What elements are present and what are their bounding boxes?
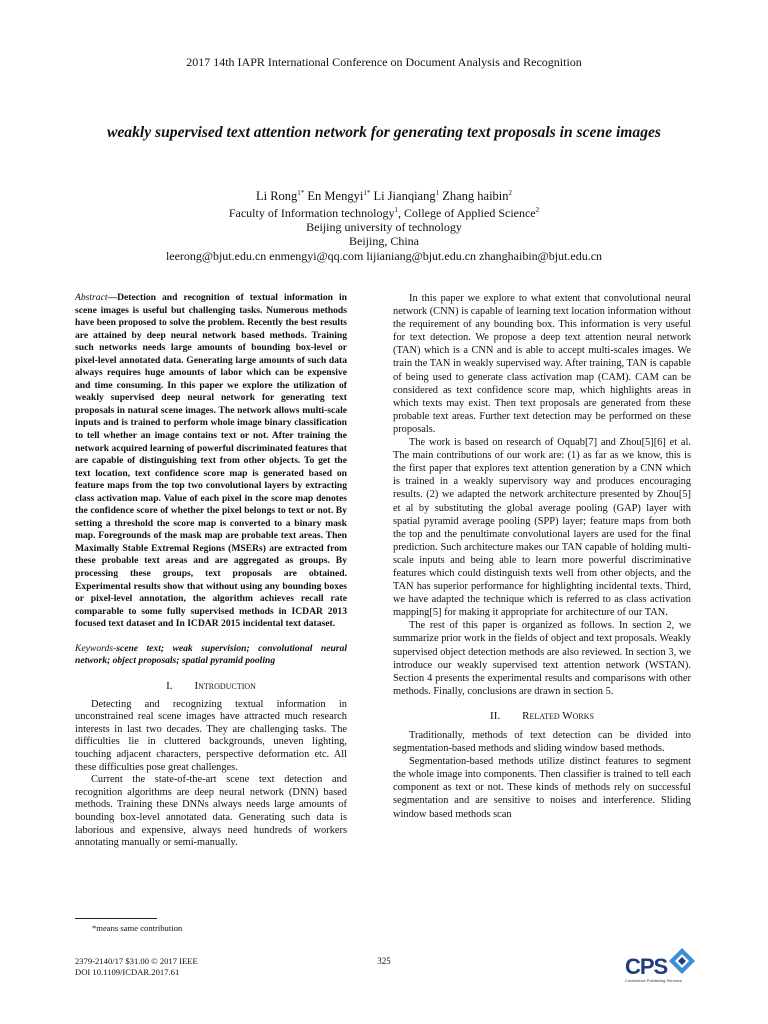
conference-header: 2017 14th IAPR International Conference on Document Analysis and Recognition [186, 55, 582, 69]
author-mark: 2 [508, 189, 513, 197]
paper-title: weakly supervised text attention network for generating text proposals in scene images [106, 124, 661, 141]
author-block [0, 186, 768, 263]
paragraph: Segmentation-based methods utilize distinct features to segment the whole image into components. Then classifier is trained to tell each component as text or not. These kinds of methods rely on successful segmentation and are sensitive to noises and interference. Sliding window based methods scan [393, 756, 691, 820]
paragraph: In this paper we explore to what extent that convolutional neural network (CNN) is capable of learning text location information without the requirement of any bounding box. This information is very useful for text detection. We propose a deep text attention neural network (TAN) which is a CNN and is able to accept multi-scales images. We train the TAN in weakly supervised way. After training, TAN is capable of being used to generate class activation map (CAM). CAM can be considered as text confidence score map, which highlights areas in which texts may exist. Then text proposals are generated from these probable text areas. Further text detection may be performed on these proposals. [393, 293, 691, 435]
section-number: I. [166, 679, 173, 692]
paragraph: Traditionally, methods of text detection can be divided into segmentation-based methods and sliding window based methods. [393, 730, 691, 755]
affiliation-faculty: Faculty of Information technology [228, 206, 395, 221]
cps-logo-subtitle: Conference Publishing Services [625, 978, 682, 983]
section-number: II. [490, 709, 501, 722]
author-name: En Mengyi [307, 189, 364, 204]
footnote: *means same contribution [92, 923, 183, 933]
abstract-lead: Abstract [75, 292, 108, 303]
affiliation-university: Beijing university of technology [306, 220, 462, 235]
keywords [75, 643, 347, 668]
author-mark: 1* [363, 189, 371, 197]
paragraph: Current the state-of-the-art scene text detection and recognition algorithms are deep neural network (DNN) based methods. Training these DNNs always needs large amounts of bounding box-level annotated data. Generating such data is laborious and expensive, always need hundreds of workers annotating manually or semi-manually. [75, 774, 347, 849]
author-name: Li Jianqiang [373, 189, 436, 204]
section-heading-introduction [75, 680, 347, 693]
copyright-line: 2379-2140/17 $31.00 © 2017 IEEE [75, 956, 198, 966]
author-emails: leerong@bjut.edu.cn enmengyi@qq.com lijianiang@bjut.edu.cn zhanghaibin@bjut.edu.cn [165, 249, 603, 264]
abstract [75, 292, 347, 631]
abstract-text: —Detection and recognition of textual information in scene images is useful but challenging tasks. Numerous methods have been proposed to solve the problem. Recently the best results are attained by deep neural network based methods. Training such networks needs large amounts of bounding box-level or pixel-level annotated data. Generating large amounts of such data always requires huge amounts of labor which can be expensive and time consuming. In this paper we explore the utilization of weakly supervised deep neural network for generating text proposals in natural scene images. The network allows multi-scale inputs and is trained to perform whole image binary classification to tell whether an image contains text or not. After training the network acquired learning of powerful discriminated features that are capable of distinguishing text from other objects. To get the text location, text confidence score map is generated based on feature maps from the top two convolutional layers by extracting class activation map. Value of each pixel in the score map denotes the confidence score of whether the pixel belongs to text or not. By setting a threshold the score map is converted to a binary mask map. Foregrounds of the mask map are probable text areas. Then Maximally Stable Extremal Regions (MSERs) are extracted from these probable text areas and are aggregated as groups. By processing these groups, text proposals are obtained. Experimental results show that without using any bounding boxes or pixel-level annotation, the algorithm achieves recall rate comparable to some fully supervised methods in ICDAR 2013 focused text dataset and In ICDAR 2015 incidental text dataset. [75, 292, 347, 630]
keywords-lead: Keywords- [75, 642, 117, 654]
paragraph: The rest of this paper is organized as follows. In section 2, we summarize prior work in the fields of object and text proposals. Weakly supervised object detection methods are also reviewed. In section 3, we introduce our weakly supervised text attention network (WSTAN). Section 4 presents the experimental results and comparisons with other methods. Finally, conclusions are drawn in section 5. [393, 620, 691, 697]
footnote-rule [75, 918, 157, 919]
section-title: Introduction [194, 679, 256, 692]
author-mark: 1* [297, 189, 305, 197]
doi-line: DOI 10.1109/ICDAR.2017.61 [75, 967, 180, 977]
section-title: Related Works [522, 709, 594, 722]
cps-logo-diamond-icon [667, 946, 697, 976]
affiliation-college: , College of Applied Science [398, 206, 536, 221]
page-number: 325 [377, 956, 391, 966]
author-mark: 1 [435, 189, 440, 197]
affiliation-line [0, 203, 768, 220]
author-name: Zhang haibin [442, 189, 509, 204]
section-heading-related-works [393, 710, 691, 723]
affiliation-location: Beijing, China [349, 234, 419, 249]
left-column [75, 292, 347, 850]
paragraph: Detecting and recognizing textual information in unconstrained real scene images have attracted much research interests in last two decades. They are challenging tasks. The difficulties lie in cluttered backgrounds, uneven lighting, touching adjacent characters, perspective deformation etc. All these difficulties pose great challenges. [75, 698, 347, 773]
keywords-text: scene text; weak supervision; convolutional neural network; object proposals; spatial pyramid pooling [75, 642, 347, 667]
affiliation-mark: 2 [535, 206, 540, 215]
paragraph: The work is based on research of Oquab[7] and Zhou[5][6] et al. The main contributions of our work are: (1) as far as we know, this is the first paper that explores text attention generation by a CNN which is trained in a weakly supervisory way and produces encouraging results. (2) we adapted the network architecture presented by Zhou[5] et al by substituting the global average pooling (GAP) layer with spatial pyramid average pooling (SPP) layer; feature maps from both the top and the penultimate convolutional layers are used for the final prediction. Such architecture makes our TAN capable of holding multi-scale inputs and being able to learn more powerful discriminative features which could distinguish texts well from other objects, and the TAN has superior performance for highlighting incidental texts. Third, we have adapted the technique which is referred to as class activation mapping[5] for making it appropriate for architecture of our TAN. [393, 437, 691, 619]
cps-logo [625, 946, 693, 984]
cps-logo-text: CPS [625, 954, 668, 979]
author-names [0, 186, 768, 203]
right-column [393, 292, 691, 821]
author-name: Li Rong [255, 189, 298, 204]
affiliation-mark: 1 [394, 206, 398, 215]
